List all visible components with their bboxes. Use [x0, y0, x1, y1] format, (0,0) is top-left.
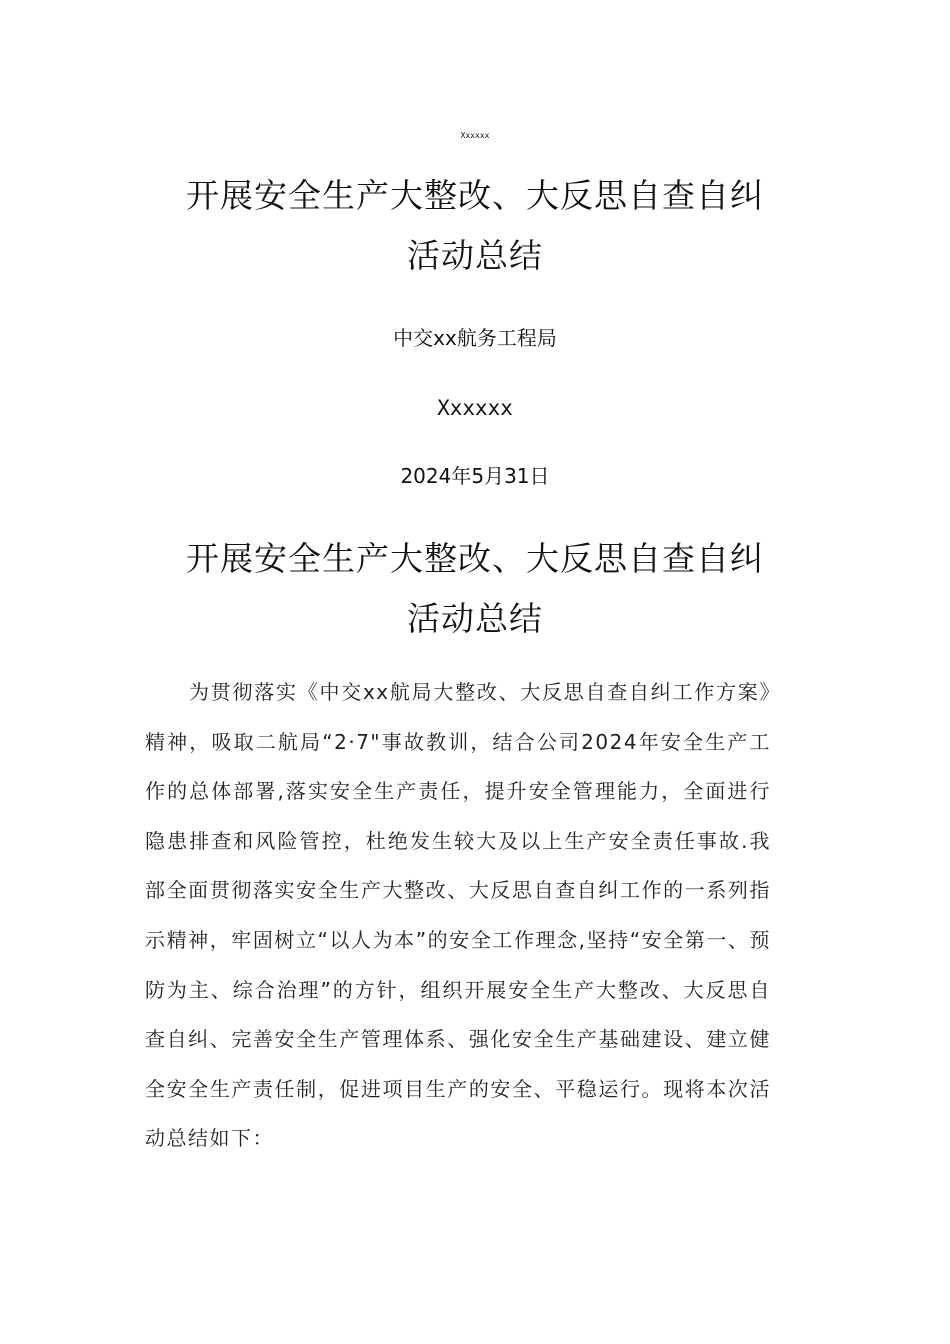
header-mark: Xxxxxx	[460, 131, 490, 140]
main-title	[0, 529, 950, 649]
organization-name: 中交xx航务工程局	[393, 326, 557, 350]
cover-title-line2: 活动总结	[407, 236, 543, 275]
document-date: 2024年5月31日	[400, 464, 550, 488]
cover-title-line1: 开展安全生产大整改、大反思自查自纠	[186, 176, 764, 215]
body-paragraph: 为贯彻落实《中交xx航局大整改、大反思自查自纠工作方案》精神，吸取二航局“2·7"事故教训，结合公司2024年安全生产工作的总体部署,落实安全生产责任，提升安全管理能力，全面进行隐患排查和风险管控，杜绝发生较大及以上生产安全责任事故.我部全面贯彻落实安全生产大整改、大反思自查自纠工作的一系列指示精神，牢固树立“以人为本”的安全工作理念,坚持“安全第一、预防为主、综合治理”的方针，组织开展安全生产大整改、大反思自查自纠、完善安全生产管理体系、强化安全生产基础建设、建立健全安全生产责任制，促进项目生产的安全、平稳运行。现将本次活动总结如下：	[145, 680, 771, 1151]
main-title-line1: 开展安全生产大整改、大反思自查自纠	[186, 539, 764, 578]
main-title-line2: 活动总结	[407, 599, 543, 638]
author-name: Xxxxxx	[437, 396, 513, 420]
cover-title	[0, 166, 950, 286]
